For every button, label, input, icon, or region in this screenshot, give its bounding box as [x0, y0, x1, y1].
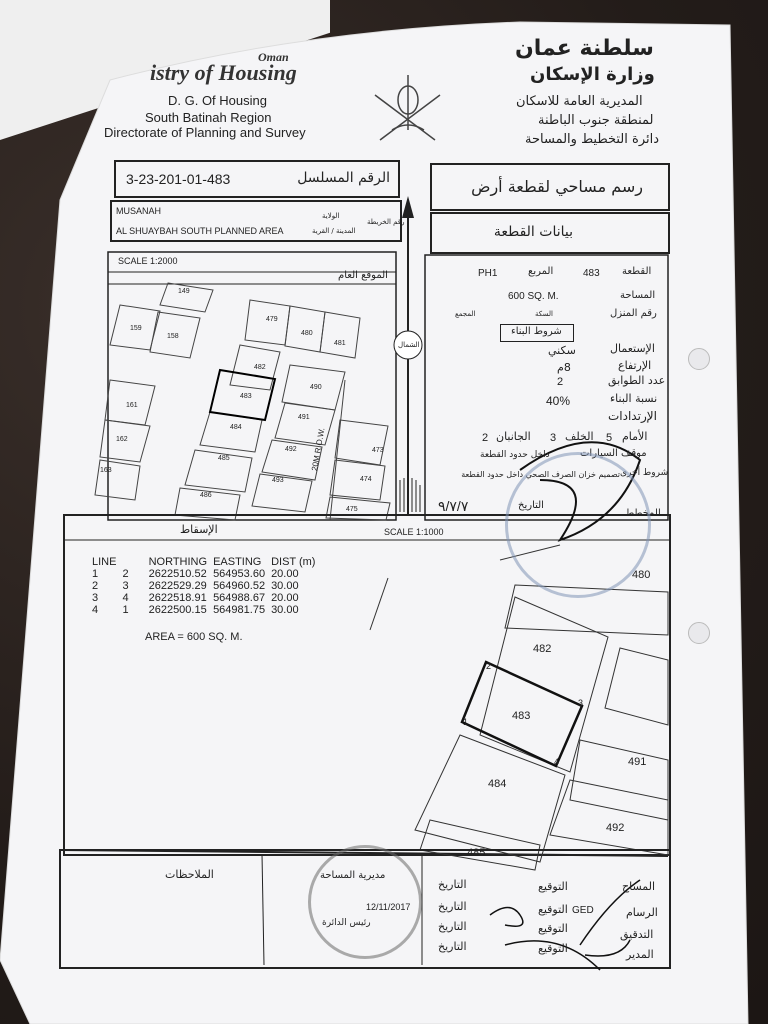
- col-dist: DIST (m): [271, 556, 316, 568]
- cell: 564953.60: [213, 568, 266, 580]
- header-ministry: istry of Housing: [150, 60, 297, 85]
- cell: 2: [92, 580, 99, 592]
- footer-sign-label: التوقيع: [538, 880, 568, 893]
- area-total: AREA = 600 SQ. M.: [145, 631, 243, 643]
- site-plot: 484: [230, 424, 242, 431]
- site-plot: 485: [218, 455, 230, 462]
- setbacks-label: الإرتدادات: [608, 409, 657, 423]
- sides-label: الجانبان: [496, 430, 531, 443]
- conditions-box: [500, 324, 574, 342]
- corner-label: 3: [578, 698, 584, 708]
- front-label: الأمام: [622, 430, 648, 443]
- cell: 30.00: [271, 580, 299, 592]
- site-plot: 481: [334, 340, 346, 347]
- front-value: 5: [606, 432, 613, 444]
- cell: 4: [92, 604, 99, 616]
- site-plot: 163: [100, 467, 112, 474]
- table-row: [92, 604, 321, 616]
- site-plot: 491: [298, 414, 310, 421]
- cell: 1: [92, 568, 99, 580]
- site-plot: 493: [272, 477, 284, 484]
- notes-label: الملاحظات: [165, 868, 214, 881]
- house-label: رقم المنزل: [610, 308, 657, 319]
- cell: 2622500.15: [148, 604, 207, 616]
- north-label: الشمال: [398, 341, 420, 349]
- detail-plot: 482: [533, 643, 552, 655]
- cell: 2622529.29: [148, 580, 207, 592]
- floors-value: 2: [557, 376, 564, 388]
- punch-hole: [688, 622, 710, 644]
- detail-plot: 485: [467, 847, 486, 859]
- coordinate-header-row: [92, 556, 321, 568]
- cell: 3: [122, 580, 129, 592]
- wilayat-label: الولاية: [322, 212, 340, 220]
- block-label: المربع: [528, 266, 554, 277]
- col-easting: EASTING: [213, 556, 262, 568]
- date-value: ٩/٧/٧: [438, 498, 469, 514]
- use-value: سكني: [548, 344, 576, 357]
- block-value: PH1: [478, 268, 498, 279]
- date-label: التاريخ: [518, 500, 544, 511]
- header-ar-sultanate: سلطنة عمان: [515, 36, 654, 61]
- col-northing: NORTHING: [148, 556, 208, 568]
- footer-date-label: التاريخ: [438, 940, 467, 953]
- table-row: [92, 568, 321, 580]
- ged-initials: GED: [572, 905, 594, 916]
- site-plot-483: 483: [240, 393, 252, 400]
- official-seal-icon: [505, 452, 651, 598]
- header-dg: D. G. Of Housing: [168, 93, 267, 108]
- site-plot: 475: [346, 506, 358, 513]
- parking-label: موقف السيارات: [580, 448, 647, 459]
- footer-sign-label: التوقيع: [538, 942, 568, 955]
- detail-plot-483: 483: [512, 710, 531, 722]
- cell: 564960.52: [213, 580, 266, 592]
- road-label: 20M R.O.W.: [310, 427, 327, 472]
- site-plot: 161: [126, 402, 138, 409]
- height-value: 8م: [557, 361, 571, 374]
- sides-value: 2: [482, 432, 489, 444]
- site-scale: SCALE 1:2000: [118, 256, 178, 266]
- header-ar-dg: المديرية العامة للاسكان: [516, 94, 643, 109]
- plot-data-title-box: [430, 212, 670, 254]
- wilayat-value: MUSANAH: [116, 206, 162, 216]
- plot-data-title: بيانات القطعة: [493, 224, 573, 240]
- back-label: الخلف: [565, 430, 594, 443]
- serial-box: [114, 160, 400, 198]
- planner-label: المخطط: [625, 508, 661, 519]
- cell: 2: [122, 568, 129, 580]
- area-value: AL SHUAYBAH SOUTH PLANNED AREA: [116, 226, 284, 236]
- stamp-line1: مديرية المساحة: [320, 870, 386, 881]
- site-plot: 473: [372, 447, 384, 454]
- cell: 1: [122, 604, 129, 616]
- plot-label: القطعة: [622, 266, 652, 277]
- cell: 2622518.91: [148, 592, 207, 604]
- projection-scale: SCALE 1:1000: [384, 527, 444, 537]
- area-label: المدينة / القرية: [312, 227, 356, 235]
- floors-label: عدد الطوابق: [608, 374, 666, 387]
- detail-plot: 480: [632, 569, 651, 581]
- footer-date-label: التاريخ: [438, 920, 467, 933]
- other-value: تصميم خزان الصرف الصحي داخل حدود القطعة: [461, 470, 620, 479]
- footer-sign-label: التوقيع: [538, 922, 568, 935]
- cell: 2622510.52: [148, 568, 207, 580]
- col-blank: [122, 556, 134, 568]
- cell: 564981.75: [213, 604, 266, 616]
- site-plot: 486: [200, 492, 212, 499]
- coordinate-table: [92, 556, 321, 616]
- header-region: South Batinah Region: [145, 110, 272, 125]
- header-oman: Oman: [258, 50, 289, 64]
- map-number-label: رقم الخريطة: [367, 218, 405, 226]
- back-value: 3: [550, 432, 557, 444]
- corner-label: 1: [463, 717, 469, 727]
- detail-plot: 484: [488, 778, 507, 790]
- sikka-label: السكة: [535, 310, 553, 318]
- site-plot: 492: [285, 446, 297, 453]
- stamp-line2: رئيس الدائرة: [322, 918, 371, 928]
- cell: 20.00: [271, 568, 299, 580]
- surveyor-label: المساح: [622, 880, 656, 893]
- site-plot: 490: [310, 384, 322, 391]
- detail-plot: 492: [606, 822, 625, 834]
- footer-sign-label: التوقيع: [538, 903, 568, 916]
- stamp-date: 12/11/2017: [366, 902, 411, 912]
- cell: 30.00: [271, 604, 299, 616]
- site-label: الموقع العام: [338, 270, 388, 281]
- doc-title: رسم مساحي لقطعة أرض: [471, 177, 643, 196]
- title-box: [430, 163, 670, 211]
- projection-label: الإسقاط: [180, 523, 218, 536]
- site-plot: 480: [301, 330, 313, 337]
- site-plot: 159: [130, 325, 142, 332]
- other-label: شروط أخرى: [620, 468, 669, 478]
- plot-value: 483: [583, 268, 600, 279]
- site-plot: 149: [178, 288, 190, 295]
- site-plot: 474: [360, 476, 372, 483]
- footer-date-label: التاريخ: [438, 878, 467, 891]
- header-directorate: Directorate of Planning and Survey: [104, 125, 306, 140]
- site-plot: 162: [116, 436, 128, 443]
- corner-label: 2: [486, 661, 492, 671]
- footer-date-label: التاريخ: [438, 900, 467, 913]
- location-box: [110, 200, 405, 242]
- header-ar-ministry: وزارة الإسكان: [530, 64, 655, 85]
- use-label: الإستعمال: [610, 342, 655, 355]
- header-ar-region: لمنطقة جنوب الباطنة: [538, 113, 654, 128]
- corner-label: 4: [554, 757, 560, 767]
- director-label: المدير: [626, 948, 654, 961]
- cell: 20.00: [271, 592, 299, 604]
- height-label: الإرتفاع: [618, 359, 652, 372]
- area-sqm-label: المساحة: [620, 290, 656, 301]
- drafter-label: الرسام: [626, 906, 658, 919]
- site-plot: 482: [254, 364, 266, 371]
- ratio-label: نسبة البناء: [610, 392, 658, 405]
- col-line: LINE: [92, 556, 117, 568]
- table-row: [92, 592, 321, 604]
- ratio-value: 40%: [546, 394, 571, 408]
- area-sqm-value: 600 SQ. M.: [508, 291, 559, 302]
- cell: 564988.67: [213, 592, 266, 604]
- parking-value: داخل حدود القطعة: [480, 450, 550, 460]
- site-plot: 479: [266, 316, 278, 323]
- table-row: [92, 580, 321, 592]
- complex-label: المجمع: [455, 310, 476, 318]
- header-ar-directorate: دائرة التخطيط والمساحة: [525, 132, 660, 147]
- cell: 4: [122, 592, 129, 604]
- detail-plot: 491: [628, 756, 647, 768]
- punch-hole: [688, 348, 710, 370]
- conditions-title: شروط البناء: [511, 326, 562, 337]
- serial-value: 3-23-201-01-483: [126, 171, 231, 187]
- checker-label: التدقيق: [620, 928, 654, 941]
- site-plot: 158: [167, 333, 179, 340]
- serial-label: الرقم المسلسل: [297, 170, 390, 186]
- cell: 3: [92, 592, 99, 604]
